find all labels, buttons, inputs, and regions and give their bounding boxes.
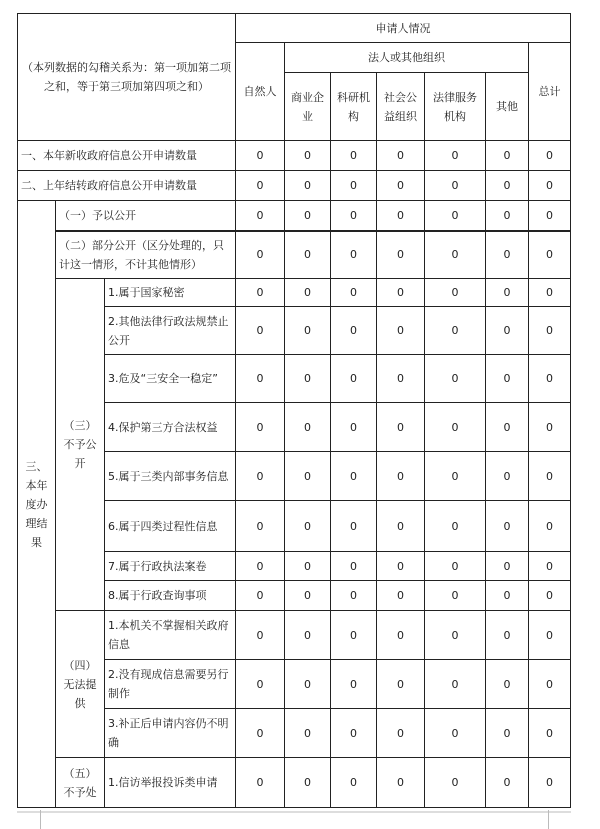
cell: 0 <box>529 552 571 581</box>
cell: 0 <box>486 355 529 403</box>
cell: 0 <box>285 660 331 709</box>
cell: 0 <box>425 279 486 307</box>
row-label: 一、本年新收政府信息公开申请数量 <box>18 141 236 171</box>
table-row <box>18 201 571 231</box>
cell: 0 <box>486 452 529 501</box>
cell: 0 <box>425 581 486 611</box>
cell: 0 <box>486 501 529 552</box>
cell: 0 <box>529 403 571 452</box>
cell: 0 <box>331 581 377 611</box>
table-row <box>18 141 571 171</box>
cell: 0 <box>425 171 486 201</box>
cell: 0 <box>331 171 377 201</box>
cell: 0 <box>285 709 331 758</box>
cell: 0 <box>425 355 486 403</box>
cell: 0 <box>377 141 425 171</box>
row-label: 1.属于国家秘密 <box>105 279 236 307</box>
cell: 0 <box>486 709 529 758</box>
row-label: 5.属于三类内部事务信息 <box>105 452 236 501</box>
cell: 0 <box>377 709 425 758</box>
cell: 0 <box>425 660 486 709</box>
table-row <box>18 231 571 279</box>
cell: 0 <box>285 279 331 307</box>
page-edge-shadow <box>17 811 571 813</box>
cell: 0 <box>377 201 425 231</box>
cell: 0 <box>425 307 486 355</box>
row-label: 2.没有现成信息需要另行制作 <box>105 660 236 709</box>
cell: 0 <box>236 581 285 611</box>
cell: 0 <box>285 611 331 660</box>
cell: 0 <box>377 660 425 709</box>
cell: 0 <box>486 171 529 201</box>
cell: 0 <box>285 307 331 355</box>
row-label: 4.保护第三方合法权益 <box>105 403 236 452</box>
cell: 0 <box>236 141 285 171</box>
cell: 0 <box>331 279 377 307</box>
cell: 0 <box>377 355 425 403</box>
cell: 0 <box>331 552 377 581</box>
legal-org-header: 法人或其他组织 <box>285 43 529 73</box>
cell: 0 <box>285 171 331 201</box>
cell: 0 <box>236 709 285 758</box>
cell: 0 <box>331 231 377 279</box>
cell: 0 <box>529 231 571 279</box>
cell: 0 <box>331 355 377 403</box>
row-label: 3.补正后申请内容仍不明确 <box>105 709 236 758</box>
cell: 0 <box>331 201 377 231</box>
cell: 0 <box>529 307 571 355</box>
cell: 0 <box>377 279 425 307</box>
cell: 0 <box>425 758 486 808</box>
cell: 0 <box>236 758 285 808</box>
cell: 0 <box>377 611 425 660</box>
cell: 0 <box>486 552 529 581</box>
cell: 0 <box>486 403 529 452</box>
cell: 0 <box>331 452 377 501</box>
cell: 0 <box>236 355 285 403</box>
cell: 0 <box>529 355 571 403</box>
cell: 0 <box>486 581 529 611</box>
cell: 0 <box>331 141 377 171</box>
col-public-welfare: 社会公益组织 <box>377 73 425 141</box>
cell: 0 <box>285 141 331 171</box>
cell: 0 <box>377 171 425 201</box>
cell: 0 <box>486 279 529 307</box>
cell: 0 <box>425 452 486 501</box>
row-label: 1.信访举报投诉类申请 <box>105 758 236 808</box>
row-label: 8.属于行政查询事项 <box>105 581 236 611</box>
cell: 0 <box>377 452 425 501</box>
cell: 0 <box>486 611 529 660</box>
cell: 0 <box>377 552 425 581</box>
cell: 0 <box>331 501 377 552</box>
cell: 0 <box>331 758 377 808</box>
gov-info-disclosure-table <box>17 13 571 808</box>
cell: 0 <box>529 201 571 231</box>
cell: 0 <box>529 501 571 552</box>
row-label: 3.危及“三安全一稳定” <box>105 355 236 403</box>
cell: 0 <box>425 231 486 279</box>
row-label: 2.其他法律行政法规禁止公开 <box>105 307 236 355</box>
row-label: 7.属于行政执法案卷 <box>105 552 236 581</box>
cell: 0 <box>236 660 285 709</box>
cell: 0 <box>529 709 571 758</box>
cell: 0 <box>285 403 331 452</box>
total-header: 总计 <box>529 43 571 141</box>
cell: 0 <box>236 231 285 279</box>
col-commercial: 商业企业 <box>285 73 331 141</box>
cell: 0 <box>331 660 377 709</box>
cell: 0 <box>331 403 377 452</box>
row-label: （二）部分公开（区分处理的，只计这一情形，不计其他情形） <box>56 231 236 279</box>
cell: 0 <box>236 611 285 660</box>
natural-person-header: 自然人 <box>236 43 285 141</box>
cell: 0 <box>486 231 529 279</box>
row-label: 6.属于四类过程性信息 <box>105 501 236 552</box>
cell: 0 <box>425 611 486 660</box>
cell: 0 <box>425 201 486 231</box>
cell: 0 <box>529 452 571 501</box>
table-row <box>18 611 571 660</box>
cell: 0 <box>486 660 529 709</box>
cell: 0 <box>236 307 285 355</box>
row-label: 1.本机关不掌握相关政府信息 <box>105 611 236 660</box>
cell: 0 <box>285 581 331 611</box>
cell: 0 <box>236 501 285 552</box>
cell: 0 <box>236 201 285 231</box>
cell: 0 <box>285 355 331 403</box>
table-row <box>18 758 571 808</box>
cell: 0 <box>331 611 377 660</box>
cell: 0 <box>486 758 529 808</box>
cell: 0 <box>285 201 331 231</box>
col-legal-service: 法律服务机构 <box>425 73 486 141</box>
s4-label: （四）无法提供 <box>56 611 105 758</box>
cell: 0 <box>529 171 571 201</box>
col-research: 科研机构 <box>331 73 377 141</box>
cell: 0 <box>425 403 486 452</box>
cell: 0 <box>331 709 377 758</box>
cell: 0 <box>529 758 571 808</box>
cell: 0 <box>236 171 285 201</box>
table-row <box>18 171 571 201</box>
applicant-situation-header: 申请人情况 <box>236 14 571 43</box>
s5-label: （五）不予处 <box>56 758 105 808</box>
cell: 0 <box>486 141 529 171</box>
cell: 0 <box>529 611 571 660</box>
cell: 0 <box>529 279 571 307</box>
cell: 0 <box>285 501 331 552</box>
note-cell: （本列数据的勾稽关系为：第一项加第二项之和，等于第三项加第四项之和） <box>18 14 236 141</box>
cell: 0 <box>285 452 331 501</box>
page-margin-mark-right <box>548 810 549 829</box>
cell: 0 <box>486 201 529 231</box>
cell: 0 <box>377 307 425 355</box>
cell: 0 <box>377 403 425 452</box>
section3-label: 三、本年度办理结果 <box>18 201 56 808</box>
cell: 0 <box>425 709 486 758</box>
cell: 0 <box>377 501 425 552</box>
cell: 0 <box>377 581 425 611</box>
col-other: 其他 <box>486 73 529 141</box>
header-row-1 <box>18 14 571 43</box>
cell: 0 <box>377 758 425 808</box>
cell: 0 <box>236 403 285 452</box>
cell: 0 <box>285 758 331 808</box>
cell: 0 <box>425 141 486 171</box>
table-row <box>18 279 571 307</box>
row-label: 二、上年结转政府信息公开申请数量 <box>18 171 236 201</box>
cell: 0 <box>236 552 285 581</box>
cell: 0 <box>425 501 486 552</box>
cell: 0 <box>486 307 529 355</box>
cell: 0 <box>236 452 285 501</box>
cell: 0 <box>285 552 331 581</box>
cell: 0 <box>377 231 425 279</box>
cell: 0 <box>236 279 285 307</box>
cell: 0 <box>529 660 571 709</box>
cell: 0 <box>529 141 571 171</box>
cell: 0 <box>285 231 331 279</box>
cell: 0 <box>425 552 486 581</box>
page-margin-mark-left <box>40 810 41 829</box>
row-label: （一）予以公开 <box>56 201 236 231</box>
cell: 0 <box>331 307 377 355</box>
s3-label: （三）不予公开 <box>56 279 105 611</box>
cell: 0 <box>529 581 571 611</box>
